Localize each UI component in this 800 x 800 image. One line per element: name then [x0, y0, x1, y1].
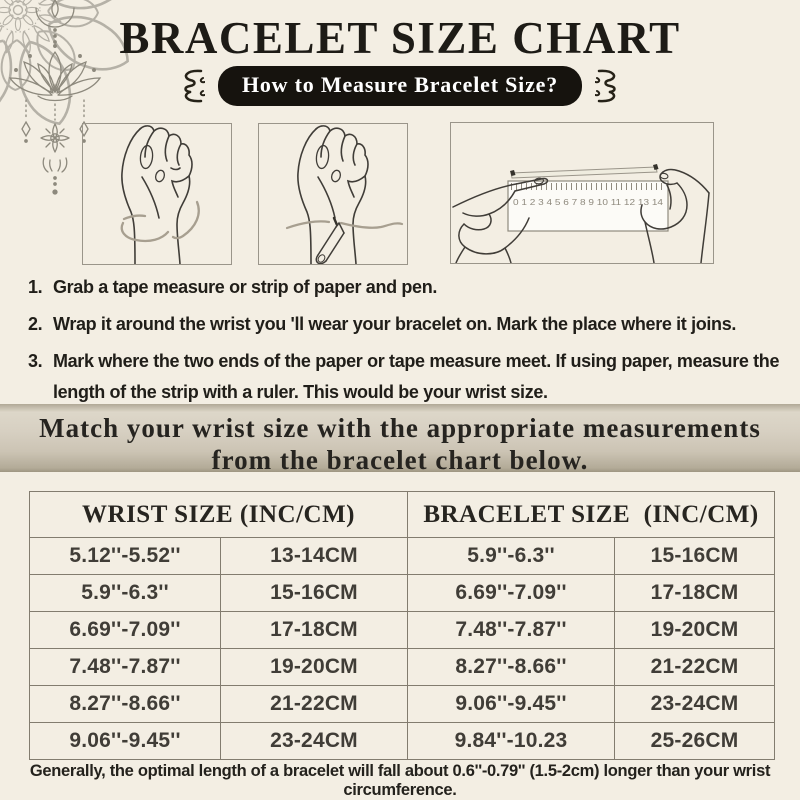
wrist-cm-cell: 13-14CM	[221, 538, 408, 575]
step-3	[28, 346, 784, 406]
footnote: Generally, the optimal length of a bracelet will fall about 0.6''-0.79'' (1.5-2cm) longer than your wrist circumference.	[29, 762, 771, 799]
bracelet-inch-cell: 8.27''-8.66''	[408, 649, 615, 686]
wrist-inch-cell: 9.06''-9.45''	[30, 723, 221, 760]
step-2-text: Wrap it around the wrist you 'll wear your bracelet on. Mark the place where it joins.	[53, 314, 737, 335]
flourish-right-icon	[595, 67, 627, 105]
table-row	[30, 723, 775, 760]
bracelet-cm-cell: 15-16CM	[615, 538, 775, 575]
bracelet-size-header: BRACELET SIZE (INC/CM)	[408, 492, 775, 538]
how-to-measure-badge: How to Measure Bracelet Size?	[218, 66, 582, 106]
bracelet-cm-cell: 21-22CM	[615, 649, 775, 686]
ruler-numbers: 0 1 2 3 4 5 6 7 8 9 10 11 12 13 14	[513, 197, 664, 207]
table-row	[30, 649, 775, 686]
wrist-cm-cell: 17-18CM	[221, 612, 408, 649]
wrist-inch-cell: 7.48''-7.87''	[30, 649, 221, 686]
step-3-text: Mark where the two ends of the paper or tape measure meet. If using paper, measure the length of the strip with a ruler. This would be your wrist size.	[53, 351, 780, 402]
wrist-cm-cell: 19-20CM	[221, 649, 408, 686]
step-2-number: 2.	[28, 314, 43, 335]
flourish-left-icon	[173, 67, 205, 105]
bracelet-inch-cell: 9.84''-10.23	[408, 723, 615, 760]
bracelet-inch-cell: 6.69''-7.09''	[408, 575, 615, 612]
illustration-wrap-string-around-wrist	[82, 123, 232, 265]
wrist-inch-cell: 8.27''-8.66''	[30, 686, 221, 723]
wrist-cm-cell: 21-22CM	[221, 686, 408, 723]
wrist-cm-cell: 15-16CM	[221, 575, 408, 612]
table-row	[30, 538, 775, 575]
step-1-number: 1.	[28, 277, 43, 297]
bracelet-cm-cell: 19-20CM	[615, 612, 775, 649]
illustration-mark-wrist-with-pen	[258, 123, 408, 265]
size-table	[29, 491, 775, 760]
bracelet-cm-cell: 23-24CM	[615, 686, 775, 723]
step-1	[28, 272, 784, 302]
bracelet-inch-cell: 7.48''-7.87''	[408, 612, 615, 649]
size-table-wrap	[29, 491, 774, 760]
wrist-cm-cell: 23-24CM	[221, 723, 408, 760]
bracelet-cm-cell: 17-18CM	[615, 575, 775, 612]
bracelet-inch-cell: 9.06''-9.45''	[408, 686, 615, 723]
bracelet-cm-cell: 25-26CM	[615, 723, 775, 760]
table-row	[30, 686, 775, 723]
step-1-text: Grab a tape measure or strip of paper and pen.	[53, 277, 438, 297]
banner-line-1: Match your wrist size with the appropriate measurements	[39, 413, 761, 443]
table-row	[30, 612, 775, 649]
wrist-inch-cell: 6.69''-7.09''	[30, 612, 221, 649]
step-3-number: 3.	[28, 351, 43, 372]
match-size-banner	[0, 404, 800, 475]
measure-steps-list	[28, 272, 784, 414]
wrist-inch-cell: 5.12''-5.52''	[30, 538, 221, 575]
how-to-measure-badge-row	[0, 66, 800, 106]
page-title: BRACELET SIZE CHART	[119, 13, 681, 63]
step-2	[28, 309, 784, 339]
wrist-size-header: WRIST SIZE (INC/CM)	[30, 492, 408, 538]
bracelet-inch-cell: 5.9''-6.3''	[408, 538, 615, 575]
wrist-inch-cell: 5.9''-6.3''	[30, 575, 221, 612]
table-header-row	[30, 492, 775, 538]
banner-line-2: from the bracelet chart below.	[211, 444, 589, 475]
illustration-measure-strip-with-ruler	[450, 122, 714, 264]
table-row	[30, 575, 775, 612]
